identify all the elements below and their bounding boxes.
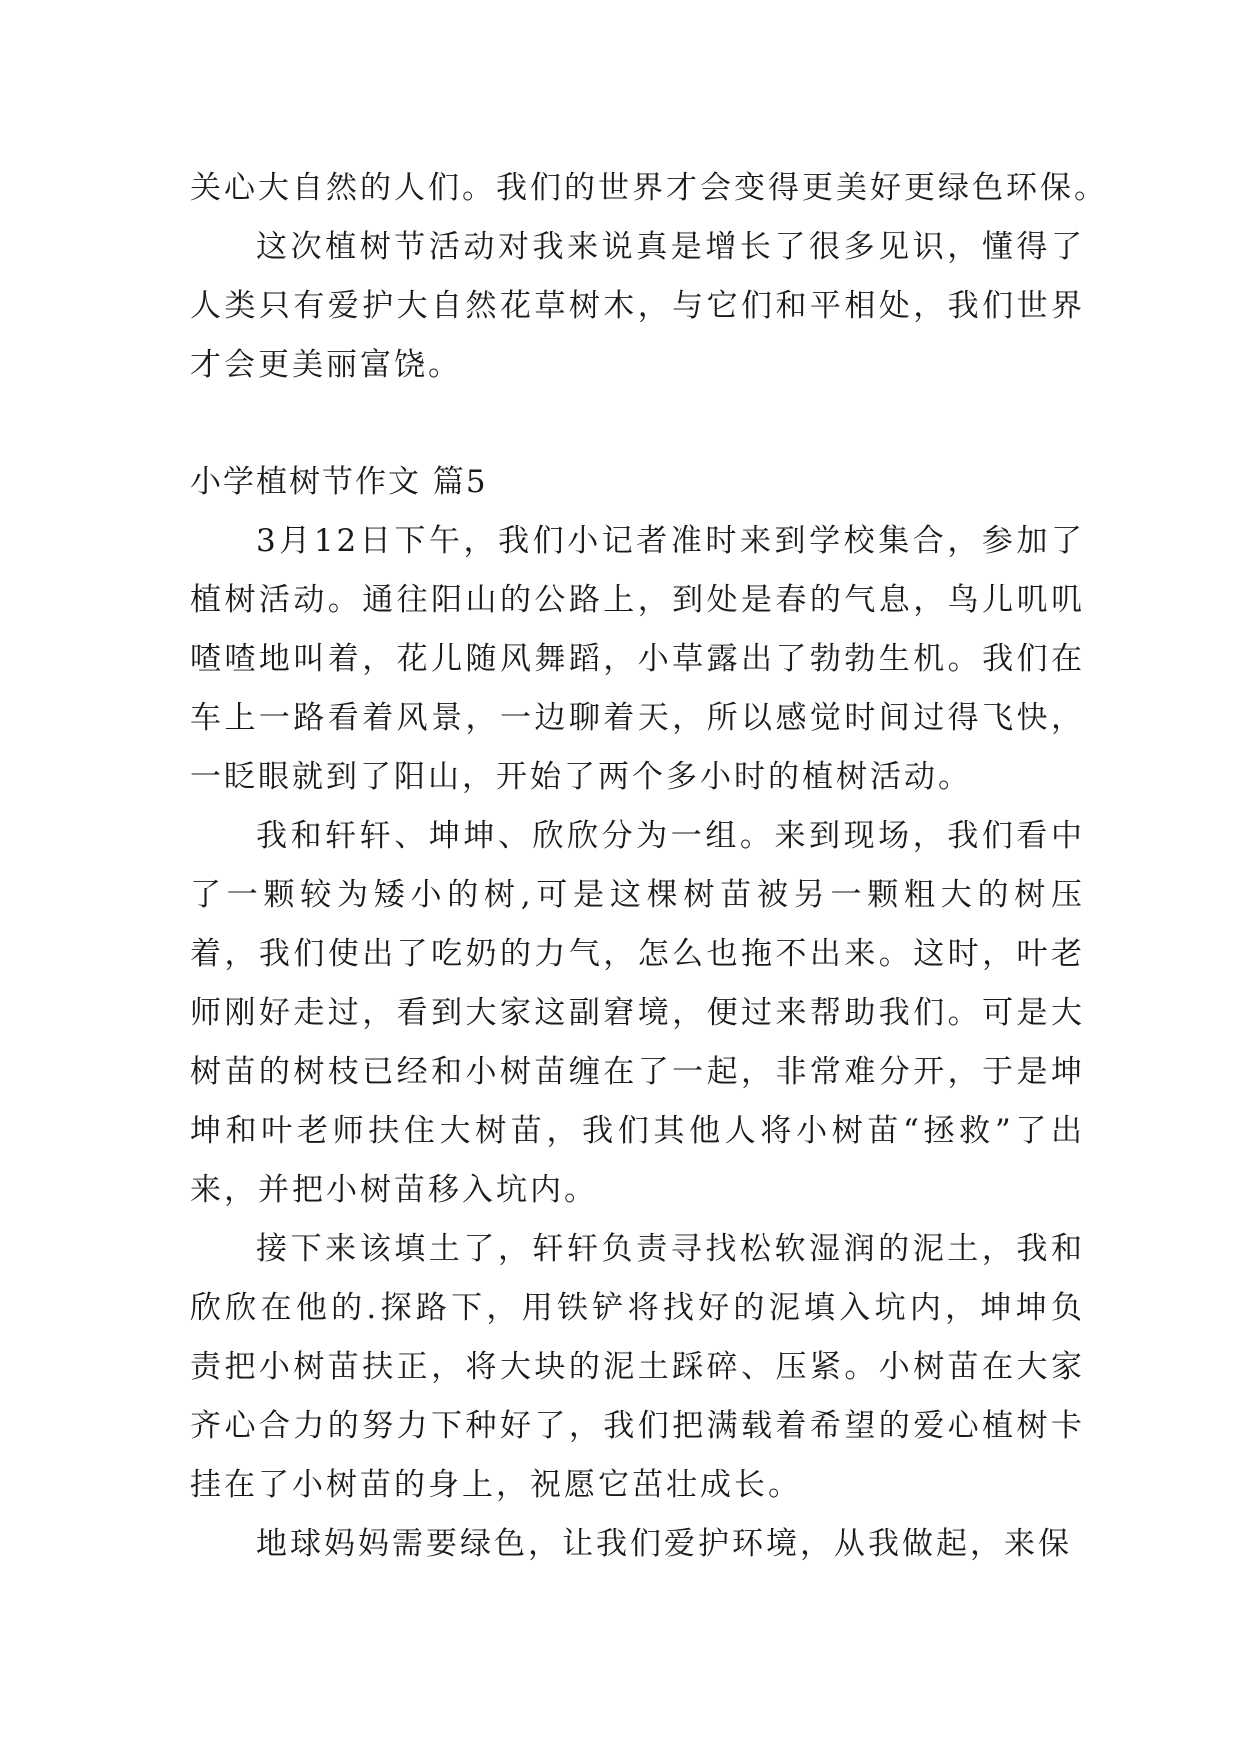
section-heading: 小学植树节作文 篇5 — [190, 464, 488, 500]
paragraph: 这次植树节活动对我来说真是增长了很多见识，懂得了人类只有爱护大自然花草树木，与它们和平相处，我们世界才会更美丽富饶。 — [190, 229, 1085, 383]
paragraph: 接下来该填土了，轩轩负责寻找松软湿润的泥土，我和欣欣在他的.探路下，用铁铲将找好的泥填入坑内，坤坤负责把小树苗扶正，将大块的泥土踩碎、压紧。小树苗在大家齐心合力的努力下种好了，我们把满载着希望的爱心植树卡挂在了小树苗的身上，祝愿它茁壮成长。 — [190, 1231, 1085, 1503]
continued-text-line: 关心大自然的人们。我们的世界才会变得更美好更绿色环保。 — [190, 170, 1108, 206]
paragraph: 我和轩轩、坤坤、欣欣分为一组。来到现场，我们看中了一颗较为矮小的树,可是这棵树苗被另一颗粗大的树压着，我们使出了吃奶的力气，怎么也拖不出来。这时，叶老师刚好走过，看到大家这副窘境，便过来帮助我们。可是大树苗的树枝已经和小树苗缠在了一起，非常难分开，于是坤坤和叶老师扶住大树苗，我们其他人将小树苗“拯救”了出来，并把小树苗移入坑内。 — [190, 818, 1085, 1208]
document-body — [190, 159, 1108, 1574]
paragraph: 地球妈妈需要绿色，让我们爱护环境，从我做起，来保 — [256, 1526, 1072, 1562]
paragraph: 3月12日下午，我们小记者准时来到学校集合，参加了植树活动。通往阳山的公路上，到处是春的气息，鸟儿叽叽喳喳地叫着，花儿随风舞蹈，小草露出了勃勃生机。我们在车上一路看着风景，一边聊着天，所以感觉时间过得飞快，一眨眼就到了阳山，开始了两个多小时的植树活动。 — [190, 523, 1085, 795]
